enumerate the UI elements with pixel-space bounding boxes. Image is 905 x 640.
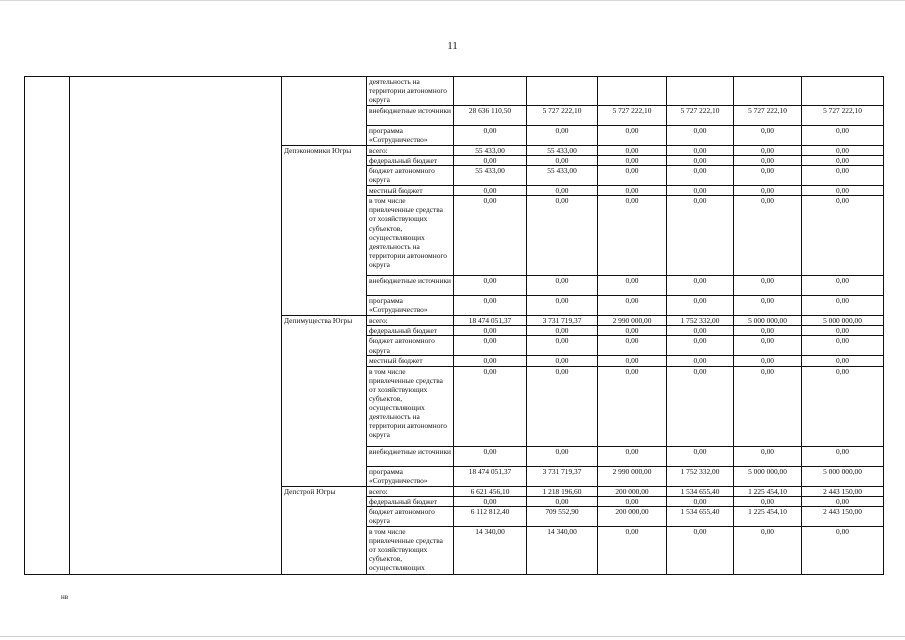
amount-cell: 0,00 [598,326,667,336]
amount-cell: 0,00 [667,496,734,506]
amount-cell: 0,00 [598,276,667,296]
amount-cell: 3 731 719,37 [527,466,598,486]
row-number-cell [25,77,70,575]
amount-cell: 3 731 719,37 [527,316,598,326]
amount-cell: 0,00 [802,156,884,166]
amount-cell: 1 225 454,10 [734,506,802,526]
amount-cell: 55 433,00 [454,146,527,156]
budget-table [24,76,884,575]
amount-cell: 0,00 [527,276,598,296]
amount-cell: 0,00 [598,356,667,366]
amount-cell: 55 433,00 [527,146,598,156]
amount-cell: 0,00 [734,166,802,186]
funding-source-label: в том числе привлеченные средства от хозяйствующих субъектов, осуществляющих [367,526,454,574]
scan-top-edge [0,0,905,1]
executor-cell: Депстрой Югры [282,486,367,574]
amount-cell: 0,00 [802,366,884,446]
amount-cell: 0,00 [802,446,884,466]
amount-cell: 0,00 [598,336,667,356]
amount-cell: 0,00 [802,196,884,276]
amount-cell: 709 552,90 [527,506,598,526]
measure-name-cell [70,77,282,575]
amount-cell: 0,00 [667,196,734,276]
amount-cell: 0,00 [734,276,802,296]
amount-cell: 18 474 051,37 [454,316,527,326]
amount-cell: 1 534 655,40 [667,486,734,496]
amount-cell: 0,00 [802,166,884,186]
amount-cell: 0,00 [454,276,527,296]
amount-cell: 0,00 [802,526,884,574]
amount-cell: 0,00 [667,356,734,366]
amount-cell: 0,00 [734,446,802,466]
amount-cell: 0,00 [734,526,802,574]
page-number: 11 [447,40,458,52]
amount-cell: 28 636 110,50 [454,106,527,126]
amount-cell: 2 443 150,00 [802,506,884,526]
amount-cell: 0,00 [454,126,527,146]
amount-cell: 0,00 [598,146,667,156]
amount-cell: 2 990 000,00 [598,466,667,486]
amount-cell: 0,00 [527,186,598,196]
amount-cell: 0,00 [527,126,598,146]
amount-cell: 0,00 [667,126,734,146]
funding-source-label: в том числе привлеченные средства от хозяйствующих субъектов, осуществляющих деятельность на территории автономного округа [367,196,454,276]
amount-cell: 5 000 000,00 [802,466,884,486]
amount-cell: 0,00 [802,356,884,366]
amount-cell: 2 990 000,00 [598,316,667,326]
amount-cell: 0,00 [667,296,734,316]
funding-source-label: федеральный бюджет [367,156,454,166]
funding-source-label: федеральный бюджет [367,326,454,336]
amount-cell: 0,00 [734,196,802,276]
executor-cell [282,77,367,146]
amount-cell: 0,00 [454,356,527,366]
amount-cell: 1 752 332,00 [667,316,734,326]
amount-cell: 5 000 000,00 [734,466,802,486]
amount-cell: 0,00 [802,296,884,316]
amount-cell: 55 433,00 [527,166,598,186]
amount-cell: 0,00 [454,336,527,356]
amount-cell: 0,00 [598,526,667,574]
amount-cell: 0,00 [734,156,802,166]
amount-cell: 0,00 [454,496,527,506]
amount-cell: 5 000 000,00 [802,316,884,326]
amount-cell: 0,00 [598,186,667,196]
executor-cell: Депимущества Югры [282,316,367,486]
amount-cell: 0,00 [454,196,527,276]
amount-cell [667,77,734,106]
amount-cell: 0,00 [527,296,598,316]
funding-source-label: деятельность на территории автономного округа [367,77,454,106]
amount-cell: 0,00 [734,146,802,156]
amount-cell: 0,00 [734,296,802,316]
footer-mark: нв [61,593,69,601]
amount-cell: 0,00 [667,526,734,574]
amount-cell: 0,00 [598,296,667,316]
funding-source-label: местный бюджет [367,356,454,366]
amount-cell: 0,00 [527,446,598,466]
amount-cell [734,77,802,106]
amount-cell: 0,00 [667,186,734,196]
amount-cell: 0,00 [598,366,667,446]
amount-cell: 0,00 [802,336,884,356]
funding-source-label: федеральный бюджет [367,496,454,506]
amount-cell: 0,00 [598,446,667,466]
amount-cell: 18 474 051,37 [454,466,527,486]
amount-cell: 0,00 [598,496,667,506]
amount-cell: 0,00 [598,166,667,186]
amount-cell: 0,00 [527,156,598,166]
funding-source-label: в том числе привлеченные средства от хозяйствующих субъектов, осуществляющих деятельность на территории автономного округа [367,366,454,446]
funding-source-label: всего: [367,486,454,496]
amount-cell: 0,00 [802,326,884,336]
amount-cell: 0,00 [802,496,884,506]
amount-cell: 0,00 [667,156,734,166]
amount-cell: 2 443 150,00 [802,486,884,496]
funding-source-label: всего: [367,316,454,326]
executor-cell: Депэкономики Югры [282,146,367,316]
amount-cell: 5 727 222,10 [802,106,884,126]
amount-cell: 5 727 222,10 [667,106,734,126]
funding-source-label: внебюджетные источники [367,446,454,466]
amount-cell: 5 000 000,00 [734,316,802,326]
amount-cell: 0,00 [667,146,734,156]
funding-source-label: бюджет автономного округа [367,166,454,186]
amount-cell: 0,00 [802,126,884,146]
amount-cell: 0,00 [598,156,667,166]
amount-cell: 55 433,00 [454,166,527,186]
table-row [25,77,884,106]
amount-cell: 14 340,00 [454,526,527,574]
amount-cell: 0,00 [527,496,598,506]
amount-cell: 0,00 [454,296,527,316]
amount-cell: 5 727 222,10 [598,106,667,126]
amount-cell: 0,00 [454,366,527,446]
amount-cell [598,77,667,106]
funding-source-label: программа «Сотрудничество» [367,466,454,486]
amount-cell: 0,00 [667,276,734,296]
funding-source-label: внебюджетные источники [367,276,454,296]
amount-cell: 0,00 [667,446,734,466]
amount-cell: 0,00 [667,326,734,336]
amount-cell: 0,00 [454,326,527,336]
amount-cell: 0,00 [598,196,667,276]
amount-cell: 14 340,00 [527,526,598,574]
amount-cell: 1 752 332,00 [667,466,734,486]
amount-cell: 0,00 [454,446,527,466]
amount-cell: 0,00 [734,496,802,506]
amount-cell: 1 534 655,40 [667,506,734,526]
amount-cell [802,77,884,106]
amount-cell [454,77,527,106]
amount-cell: 0,00 [734,356,802,366]
amount-cell: 6 112 812,40 [454,506,527,526]
funding-source-label: местный бюджет [367,186,454,196]
amount-cell: 0,00 [802,186,884,196]
amount-cell: 200 000,00 [598,486,667,496]
amount-cell: 0,00 [734,336,802,356]
amount-cell: 0,00 [734,126,802,146]
amount-cell: 0,00 [734,186,802,196]
amount-cell: 0,00 [527,196,598,276]
funding-source-label: внебюджетные источники [367,106,454,126]
amount-cell [527,77,598,106]
amount-cell: 0,00 [527,336,598,356]
amount-cell: 0,00 [527,366,598,446]
funding-source-label: всего: [367,146,454,156]
amount-cell: 6 621 456,10 [454,486,527,496]
amount-cell: 0,00 [802,146,884,156]
scan-bottom-edge [0,636,905,637]
funding-source-label: программа «Сотрудничество» [367,126,454,146]
amount-cell: 200 000,00 [598,506,667,526]
amount-cell: 5 727 222,10 [527,106,598,126]
amount-cell: 1 218 196,60 [527,486,598,496]
amount-cell: 0,00 [734,326,802,336]
amount-cell: 0,00 [802,276,884,296]
amount-cell: 0,00 [667,336,734,356]
amount-cell: 0,00 [734,366,802,446]
amount-cell: 0,00 [527,326,598,336]
funding-source-label: бюджет автономного округа [367,506,454,526]
amount-cell: 0,00 [454,186,527,196]
amount-cell: 0,00 [598,126,667,146]
funding-source-label: программа «Сотрудничество» [367,296,454,316]
amount-cell: 5 727 222,10 [734,106,802,126]
amount-cell: 0,00 [667,366,734,446]
amount-cell: 1 225 454,10 [734,486,802,496]
amount-cell: 0,00 [454,156,527,166]
amount-cell: 0,00 [667,166,734,186]
funding-source-label: бюджет автономного округа [367,336,454,356]
amount-cell: 0,00 [527,356,598,366]
